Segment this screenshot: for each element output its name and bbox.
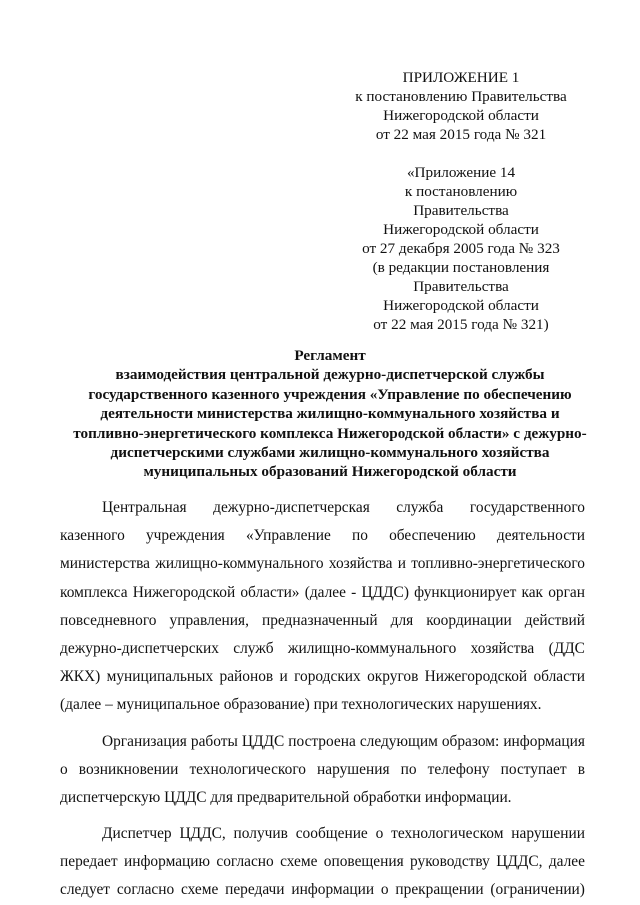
appendix-line: Нижегородской области (383, 297, 539, 314)
word: передает (60, 853, 118, 871)
text-line (60, 579, 585, 607)
word: прекращении (395, 881, 484, 899)
word: сообщение (295, 825, 368, 843)
word: учреждения (145, 527, 225, 545)
word: ЦДДС (241, 732, 285, 750)
text-line: (далее – муниципальное образование) при технологических нарушениях. (60, 696, 542, 714)
word: о (60, 760, 68, 778)
paragraph-3 (60, 820, 585, 905)
appendix-line: (в редакции постановления (372, 259, 550, 276)
word: информации (291, 881, 375, 899)
title-line: муниципальных образований Нижегородской области (143, 463, 517, 481)
text-line (60, 848, 585, 876)
word: Организация (102, 732, 187, 750)
word: ЦДДС, (496, 853, 543, 871)
text-line (60, 663, 585, 691)
word: по (400, 760, 417, 778)
text-line (60, 728, 585, 756)
word: «Управление (245, 527, 331, 545)
appendix-header (330, 68, 592, 334)
word: информация (503, 732, 585, 750)
paragraph-1 (60, 494, 585, 720)
word: получив (233, 825, 288, 843)
text-line (60, 607, 585, 635)
word: деятельности (496, 527, 585, 545)
word: технологическом (391, 825, 504, 843)
text-line (60, 494, 585, 522)
word: округов (367, 668, 419, 686)
text-line: диспетчерскую ЦДДС для предварительной обработки информации. (60, 788, 512, 806)
document-body (60, 494, 585, 905)
word: функционирует (414, 583, 517, 601)
document-title (70, 346, 590, 482)
word: построена (288, 732, 356, 750)
title-line: топливно-энергетического комплекса Нижегородской области» с дежурно- (73, 424, 587, 442)
text-line (60, 635, 585, 663)
text-line (60, 550, 585, 578)
word: следующим (359, 732, 438, 750)
word: служба (396, 499, 444, 516)
word: телефону (427, 760, 490, 778)
word: согласно (216, 853, 274, 871)
word: о (380, 881, 389, 899)
word: ЦДДС, (179, 825, 226, 843)
spacer (330, 144, 592, 163)
word: работы (190, 732, 238, 750)
word: образом: (441, 732, 500, 750)
appendix-line: «Приложение 14 (406, 164, 516, 181)
appendix-line: ПРИЛОЖЕНИЕ 1 (402, 69, 520, 86)
text-line (60, 522, 585, 550)
word: передачи (225, 881, 285, 899)
word: муниципальных (106, 668, 214, 686)
word: технологического (189, 760, 306, 778)
word: как (521, 583, 544, 601)
word: согласно (116, 881, 175, 899)
word: поступает (500, 760, 567, 778)
word: возникновении (78, 760, 179, 778)
appendix-line: Правительства (413, 278, 509, 295)
word: информацию (123, 853, 211, 871)
word: комплекса (60, 583, 128, 601)
word: повседневного (60, 611, 157, 629)
word: городских (294, 668, 361, 686)
word: - (351, 583, 357, 601)
appendix-line: Нижегородской области (383, 107, 539, 124)
appendix-line: от 22 мая 2015 года № 321 (375, 126, 547, 143)
text-line (60, 820, 585, 848)
word: орган (548, 583, 585, 601)
word: области» (240, 583, 300, 601)
word: обеспечению (389, 527, 476, 545)
word: районов (219, 668, 274, 686)
word: жилищно-коммунального (155, 555, 324, 573)
word: о (375, 825, 384, 843)
title-line: деятельности министерства жилищно-коммунального хозяйства и (100, 405, 560, 423)
word: нарушении (511, 825, 585, 843)
word: в (577, 760, 585, 778)
appendix-line: к постановлению Правительства (355, 88, 567, 105)
word: ЦДДС) (361, 583, 409, 601)
word: и (279, 668, 288, 686)
word: руководству (410, 853, 490, 871)
appendix-line: Правительства (413, 202, 509, 219)
text-line (60, 756, 585, 784)
word: следует (60, 881, 111, 899)
word: министерства (60, 555, 150, 573)
word: Центральная (102, 499, 187, 516)
appendix-line: к постановлению (404, 183, 518, 200)
word: схеме (280, 853, 318, 871)
word: (далее (304, 583, 346, 601)
spacer (60, 812, 585, 820)
title-heading: Регламент (294, 347, 366, 364)
word: жилищно-коммунального (287, 639, 457, 657)
word: управления, (169, 611, 249, 629)
word: предназначенный (261, 611, 378, 629)
spacer (60, 720, 585, 728)
word: области (533, 668, 585, 686)
word: далее (548, 853, 585, 871)
word: для (390, 611, 414, 629)
word: и (397, 555, 406, 573)
word: топливно-энергетического (411, 555, 585, 573)
word: действий (524, 611, 585, 629)
word: Нижегородской (424, 668, 528, 686)
appendix-line: от 22 мая 2015 года № 321) (373, 316, 549, 333)
title-line: диспетчерскими службами жилищно-коммунального хозяйства (110, 444, 550, 462)
word: координации (426, 611, 512, 629)
appendix-line: от 27 декабря 2005 года № 323 (362, 240, 560, 257)
word: Диспетчер (102, 825, 172, 843)
word: служб (233, 639, 274, 657)
word: оповещения (323, 853, 404, 871)
text-line (60, 876, 585, 904)
word: по (352, 527, 368, 545)
word: ЖКХ) (60, 668, 101, 686)
word: дежурно-диспетчерская (213, 499, 370, 516)
word: хозяйства (470, 639, 535, 657)
word: (ограничении) (490, 881, 585, 899)
word: казенного (60, 527, 125, 545)
word: дежурно-диспетчерских (60, 639, 219, 657)
word: нарушения (317, 760, 390, 778)
paragraph-2 (60, 728, 585, 813)
appendix-line: Нижегородской области (383, 221, 539, 238)
title-line: государственного казенного учреждения «Управление по обеспечению (88, 385, 572, 403)
word: Нижегородской (132, 583, 236, 601)
word: государственного (469, 499, 585, 516)
word: хозяйства (328, 555, 393, 573)
word: схеме (180, 881, 219, 899)
word: (ДДС (548, 639, 585, 657)
title-line: взаимодействия центральной дежурно-диспетчерской службы (115, 366, 545, 384)
